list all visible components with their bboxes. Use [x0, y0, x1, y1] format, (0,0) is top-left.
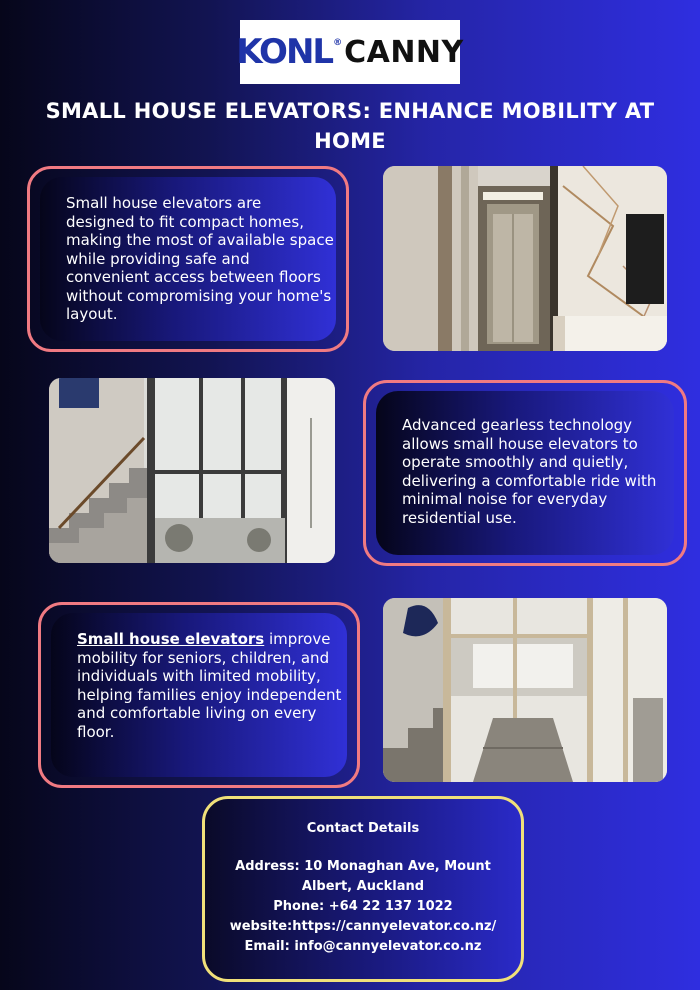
contact-website[interactable]: website:https://cannyelevator.co.nz/	[229, 919, 497, 934]
card-text-gearless-technology: Advanced gearless technology allows small house elevators to operate smoothly and quietly, delivering a comfortable ride with minimal noise for everyday residential use.	[402, 416, 657, 527]
contact-details-box	[202, 796, 524, 982]
logo-registered-mark: ®	[333, 38, 343, 48]
contact-address: Address: 10 Monaghan Ave, Mount Albert, Auckland	[235, 859, 491, 894]
logo-mark: KONL	[236, 32, 333, 72]
photo-elevator-hallway	[383, 166, 667, 351]
logo-wordmark: CANNY	[344, 34, 464, 70]
photo-glass-elevator-cabin	[383, 598, 667, 782]
card-text-compact-design: Small house elevators are designed to fit compact homes, making the most of available space while providing safe and convenient access between floors without compromising your home's layout.	[66, 194, 334, 323]
contact-title: Contact Details	[306, 821, 420, 836]
brand-logo	[236, 20, 464, 84]
contact-phone[interactable]: Phone: +64 22 137 1022	[273, 899, 453, 914]
card-text-mobility	[77, 630, 343, 741]
card-text-mobility-body: improve mobility for seniors, children, and individuals with limited mobility, helping families enjoy independent and comfortable living on every floor.	[77, 630, 342, 741]
page-title: SMALL HOUSE ELEVATORS: ENHANCE MOBILITY AT HOME	[45, 99, 655, 153]
small-house-elevators-link[interactable]: Small house elevators	[77, 630, 265, 648]
contact-body	[219, 857, 507, 957]
photo-glass-elevator-stairs	[49, 378, 335, 563]
contact-email[interactable]: Email: info@cannyelevator.co.nz	[244, 939, 482, 954]
